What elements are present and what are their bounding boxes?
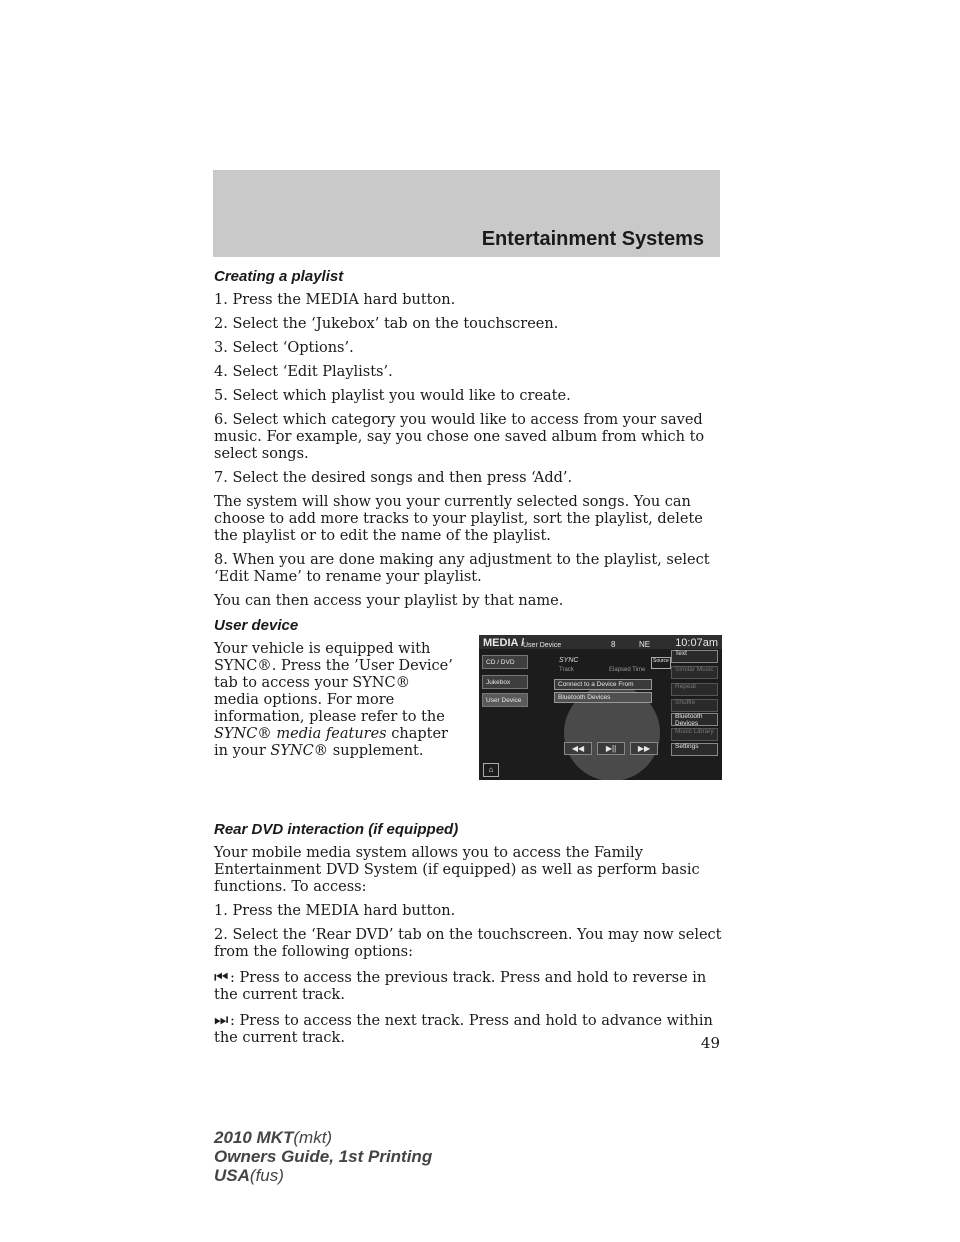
next-track-text: : Press to access the next track. Press and hold to advance within the current track. <box>214 1013 713 1046</box>
header-bar <box>213 170 720 257</box>
tab-user-device[interactable]: User Device <box>482 693 528 707</box>
playlist-step: 8. When you are done making any adjustment to the playlist, select ‘Edit Name’ to rename your playlist. <box>214 552 710 585</box>
status-icon: 8 <box>611 640 616 649</box>
text-span: supplement. <box>328 743 424 759</box>
footer-model-code: (mkt) <box>293 1128 333 1147</box>
playlist-note: You can then access your playlist by that name. <box>214 593 564 609</box>
playlist-step: 5. Select which playlist you would like to create. <box>214 388 571 404</box>
rear-dvd-step: 2. Select the ‘Rear DVD’ tab on the touchscreen. You may now select from the following options: <box>214 927 722 960</box>
text-span: chapter in your <box>214 726 448 759</box>
bluetooth-devices-side-button[interactable]: Bluetooth Devices <box>671 713 718 726</box>
page-content <box>214 268 722 1054</box>
settings-button[interactable]: Settings <box>671 743 718 756</box>
playlist-heading: Creating a playlist <box>214 268 344 285</box>
previous-track-icon: ⏮ <box>214 967 226 986</box>
elapsed-time-label: Elapsed Time <box>609 667 646 673</box>
footer-region-code: (fus) <box>249 1166 284 1185</box>
playlist-step: 4. Select ‘Edit Playlists’. <box>214 364 393 380</box>
screen-title: MEDIA / <box>483 637 525 649</box>
shuffle-button[interactable]: Shuffle <box>671 699 718 712</box>
screen-status-bar <box>479 635 722 649</box>
supplement-reference: SYNC® <box>270 743 329 759</box>
rear-dvd-step: 1. Press the MEDIA hard button. <box>214 903 456 919</box>
repeat-button[interactable]: Repeat <box>671 683 718 696</box>
text-span: Your vehicle is equipped with SYNC®. Press the ’User Device’ tab to access your SYNC® media options. For more information, please refer to the <box>214 641 453 725</box>
rear-dvd-heading: Rear DVD interaction (if equipped) <box>214 821 459 838</box>
playlist-step: 2. Select the ‘Jukebox’ tab on the touchscreen. <box>214 316 559 332</box>
music-library-button[interactable]: Music Library <box>671 728 718 741</box>
touchscreen-image <box>479 635 722 780</box>
screen-play-pause-button[interactable]: ▶|| <box>597 742 625 755</box>
section-title: Entertainment Systems <box>481 228 704 250</box>
clock-readout: 10:07am <box>675 637 718 649</box>
text-button[interactable]: Text <box>671 650 718 663</box>
similar-music-button[interactable]: Similar Music <box>671 666 718 679</box>
sync-logo: SYNC <box>559 657 579 664</box>
previous-track-option <box>214 968 722 1004</box>
playlist-step: 7. Select the desired songs and then press ‘Add’. <box>214 470 573 486</box>
screen-next-button[interactable]: ▶▶ <box>630 742 658 755</box>
track-label: Track <box>559 667 574 673</box>
tab-cd-dvd[interactable]: CD / DVD <box>482 655 528 669</box>
footer-guide: Owners Guide, 1st Printing <box>214 1147 433 1166</box>
rear-dvd-intro: Your mobile media system allows you to access the Family Entertainment DVD System (if equipped) as well as perform basic functions. To access: <box>214 845 700 895</box>
screen-previous-button[interactable]: ◀◀ <box>564 742 592 755</box>
chapter-reference: SYNC® media features <box>214 726 387 742</box>
next-track-option <box>214 1011 722 1047</box>
footer-region: USA <box>214 1166 250 1185</box>
next-track-icon: ⏭ <box>214 1010 226 1029</box>
playlist-note: The system will show you your currently selected songs. You can choose to add more tracks to your playlist, sort the playlist, delete the playlist or to edit the name of the playlist. <box>214 494 703 544</box>
previous-track-text: : Press to access the previous track. Press and hold to reverse in the current track. <box>214 970 707 1003</box>
tab-jukebox[interactable]: Jukebox <box>482 675 528 689</box>
user-device-section <box>214 637 722 821</box>
footer-model: 2010 MKT <box>214 1128 294 1147</box>
page-number: 49 <box>700 1034 720 1052</box>
playlist-step: 1. Press the MEDIA hard button. <box>214 292 456 308</box>
bluetooth-devices-button[interactable]: Bluetooth Devices <box>554 692 652 703</box>
source-button[interactable]: Source <box>651 657 671 669</box>
playlist-step: 3. Select ‘Options’. <box>214 340 354 356</box>
screen-subtitle: User Device <box>523 642 562 649</box>
compass-readout: NE <box>639 640 651 649</box>
home-icon[interactable]: ⌂ <box>483 763 499 777</box>
user-device-text <box>214 641 459 760</box>
user-device-heading: User device <box>214 617 299 634</box>
playlist-step: 6. Select which category you would like to access from your saved music. For example, say you chose one saved album from which to select songs. <box>214 412 705 462</box>
connect-device-button[interactable]: Connect to a Device From <box>554 679 652 690</box>
footer <box>214 1128 432 1185</box>
